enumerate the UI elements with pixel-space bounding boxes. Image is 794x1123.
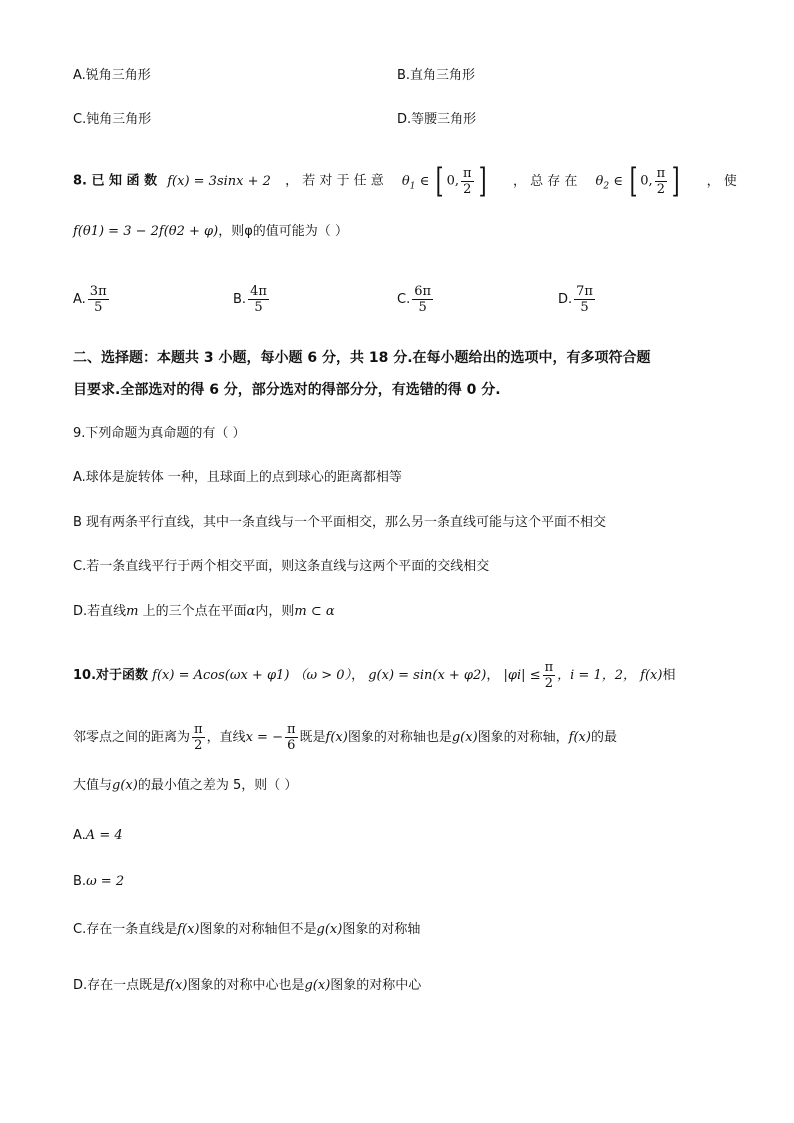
q9-option-b: B 现有两条平行直线，其中一条直线与一个平面相交，那么另一条直线可能与这个平面不相交	[73, 515, 607, 530]
q10-stem-line2: 邻零点之间的距离为 $\frac{\pi}{2}$ ，直线x = − $\frac{\pi}{6}$ 既是f(x)图象的对称轴也是g(x)图象的对称轴，f(x)的最	[73, 722, 617, 753]
q8-function: f(x) = 3sinx + 2	[167, 173, 271, 189]
q9-stem: 9.下列命题为真命题的有（ ）	[73, 426, 246, 441]
q7-option-c: C.钝角三角形	[73, 112, 152, 127]
q8-option-c: C. $\frac{6\pi}{5}$	[397, 284, 432, 315]
q10-option-a: A.A = 4	[73, 828, 123, 843]
q10-stem-line3: 大值与g(x)的最小值之差为 5，则（ ）	[73, 778, 298, 793]
q10-option-d: D.存在一点既是f(x)图象的对称中心也是g(x)图象的对称中心	[73, 978, 422, 993]
q7-option-a: A.锐角三角形	[73, 68, 151, 83]
q8-end: ， 使	[706, 173, 737, 189]
q8-option-d: D. $\frac{7\pi}{5}$	[558, 284, 593, 315]
q10-stem-line1: 10.对于函数 f(x) = Acos(ωx + φ1) （ω > 0）， g(x) = sin(x + φ2)， |φi| ≤ $\frac{\pi}{2}$ ，i = 1，2， f(x)相	[73, 660, 676, 691]
q8-interval1-left: 0,	[446, 173, 460, 189]
q8-stem-line2	[73, 222, 348, 242]
q7-option-b: B.直角三角形	[397, 68, 476, 83]
q8-equation: f(θ1) = 3 − 2f(θ2 + φ)	[73, 224, 219, 239]
q8-mid1: ， 若 对 于 任 意	[285, 173, 384, 189]
q8-option-a: A. $\frac{3\pi}{5}$	[73, 284, 107, 315]
q10-option-b: B.ω = 2	[73, 874, 125, 889]
q10-option-c: C.存在一条直线是f(x)图象的对称轴但不是g(x)图象的对称轴	[73, 922, 421, 937]
q8-mid2: ， 总 存 在	[512, 173, 578, 189]
q8-interval1-pi-over-2: $\frac{\pi}{2}$	[463, 165, 472, 197]
section2-header-line2: 目要求.全部选对的得 6 分，部分选对的得部分分，有选错的得 0 分.	[73, 382, 501, 398]
q8-interval2-pi-over-2: $\frac{\pi}{2}$	[656, 165, 666, 197]
q8-stem-line1: 8. 已 知 函 数 f(x) = 3sinx + 2 ， 若 对 于 任 意 $\theta_1$ ∈ [ 0, $\frac{\pi}{2}$ ] ， 总 存 在 $\theta_2$ ∈ [ 0, $\frac{\pi}{2}$ ] ， 使	[73, 161, 737, 201]
q10-f-definition: f(x) = Acos(ωx + φ1)	[152, 668, 290, 683]
q9-option-d: D.若直线m 上的三个点在平面α内，则m ⊂ α	[73, 604, 335, 619]
q9-option-c: C.若一条直线平行于两个相交平面，则这条直线与这两个平面的交线相交	[73, 559, 490, 574]
q8-question-tail: ，则φ的值可能为（ ）	[218, 224, 348, 239]
q8-prefix: 8. 已 知 函 数	[73, 173, 158, 189]
q8-interval2-left: 0,	[640, 173, 653, 189]
q8-option-b: B. $\frac{4\pi}{5}$	[233, 284, 267, 315]
section2-header-line1: 二、选择题：本题共 3 小题，每小题 6 分，共 18 分.在每小题给出的选项中，有多项符合题	[73, 350, 651, 366]
q7-option-d: D.等腰三角形	[397, 112, 477, 127]
q10-g-definition: g(x) = sin(x + φ2)	[368, 668, 487, 683]
q9-option-a: A.球体是旋转体 一种，且球面上的点到球心的距离都相等	[73, 470, 402, 485]
